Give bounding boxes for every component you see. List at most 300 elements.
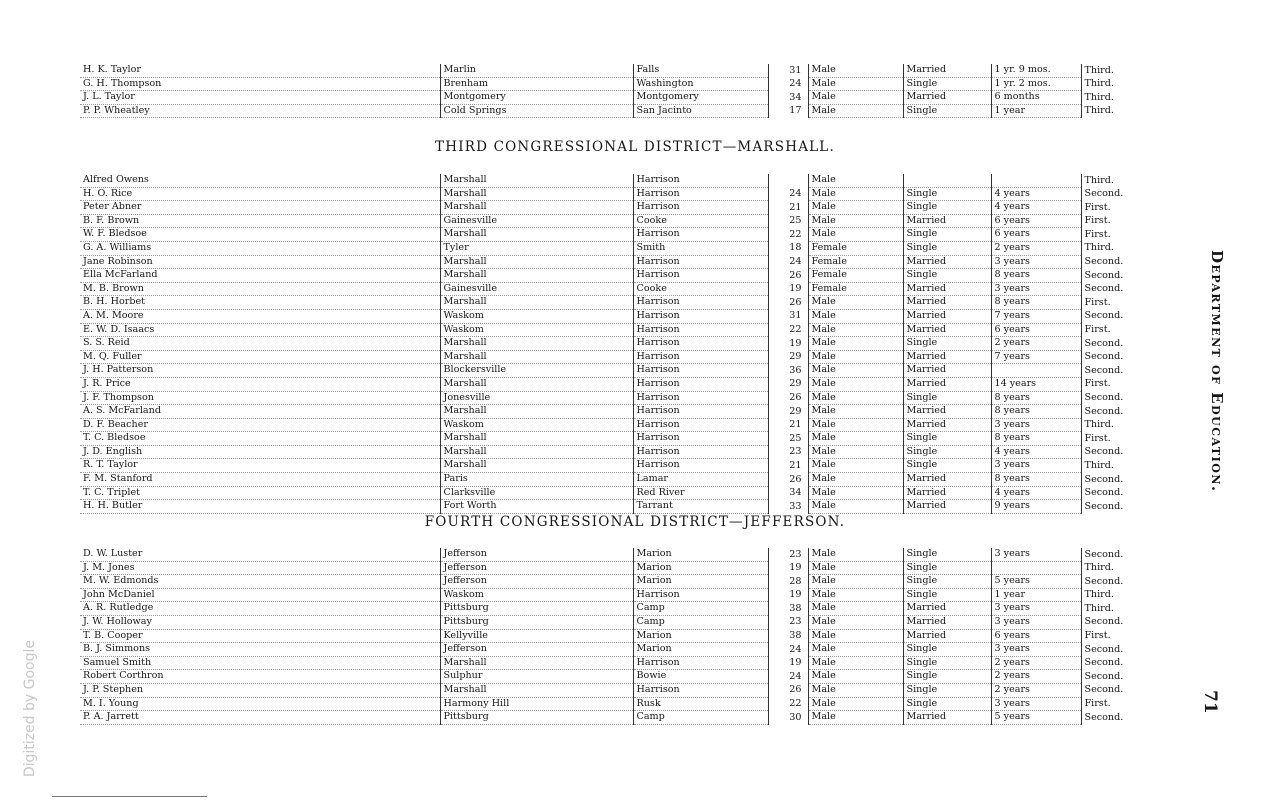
age-cell: 19 xyxy=(768,337,808,351)
experience-cell: 3 years xyxy=(991,459,1081,473)
marital-status-cell: Married xyxy=(903,309,991,323)
name-cell: John McDaniel xyxy=(80,588,440,602)
table-row xyxy=(80,548,1130,561)
sex-cell: Male xyxy=(808,602,903,616)
table-row xyxy=(80,91,1130,105)
digitized-watermark: Digitized by Google xyxy=(22,640,38,778)
sex-cell: Male xyxy=(808,656,903,670)
experience-cell: 6 years xyxy=(991,323,1081,337)
marital-status-cell: Married xyxy=(903,405,991,419)
sex-cell: Male xyxy=(808,445,903,459)
marital-status-cell: Married xyxy=(903,418,991,432)
grade-cell: Second. xyxy=(1084,405,1124,417)
experience-cell: 8 years xyxy=(991,432,1081,446)
county-cell: Falls xyxy=(633,64,768,77)
county-cell: Marion xyxy=(633,548,768,561)
table-row xyxy=(80,309,1130,323)
table-row xyxy=(80,418,1130,432)
post-office-cell: Marshall xyxy=(440,445,633,459)
county-cell: Cooke xyxy=(633,214,768,228)
table-row xyxy=(80,228,1130,242)
marital-status-cell: Single xyxy=(903,228,991,242)
table-continued-section xyxy=(80,64,1130,118)
sex-cell: Male xyxy=(808,337,903,351)
experience-cell xyxy=(991,364,1081,378)
table-row xyxy=(80,255,1130,269)
county-cell: Camp xyxy=(633,602,768,616)
post-office-cell: Jefferson xyxy=(440,548,633,561)
table-row xyxy=(80,670,1130,684)
table-row xyxy=(80,214,1130,228)
name-cell: M. B. Brown xyxy=(80,282,440,296)
post-office-cell: Marshall xyxy=(440,296,633,310)
name-cell: Jane Robinson xyxy=(80,255,440,269)
name-cell: J. F. Thompson xyxy=(80,391,440,405)
experience-cell: 1 year xyxy=(991,104,1081,118)
table-row xyxy=(80,350,1130,364)
post-office-cell: Brenham xyxy=(440,77,633,91)
post-office-cell: Montgomery xyxy=(440,91,633,105)
name-cell: B. J. Simmons xyxy=(80,643,440,657)
table-row xyxy=(80,459,1130,473)
name-cell: T. C. Bledsoe xyxy=(80,432,440,446)
post-office-cell: Cold Springs xyxy=(440,104,633,118)
county-cell: Harrison xyxy=(633,459,768,473)
county-cell: Harrison xyxy=(633,445,768,459)
post-office-cell: Kellyville xyxy=(440,629,633,643)
county-cell: San Jacinto xyxy=(633,104,768,118)
post-office-cell: Marshall xyxy=(440,683,633,697)
experience-cell: 4 years xyxy=(991,187,1081,201)
table-row xyxy=(80,643,1130,657)
post-office-cell: Gainesville xyxy=(440,214,633,228)
table-row xyxy=(80,500,1130,514)
experience-cell: 3 years xyxy=(991,602,1081,616)
page-number: 71 xyxy=(1200,690,1220,714)
experience-cell: 6 years xyxy=(991,228,1081,242)
county-cell: Lamar xyxy=(633,473,768,487)
age-cell: 34 xyxy=(768,486,808,500)
county-cell: Harrison xyxy=(633,391,768,405)
age-cell: 23 xyxy=(768,548,808,561)
grade-cell: Third. xyxy=(1084,419,1114,431)
name-cell: B. F. Brown xyxy=(80,214,440,228)
name-cell: H. K. Taylor xyxy=(80,64,440,77)
name-cell: P. P. Wheatley xyxy=(80,104,440,118)
sex-cell: Male xyxy=(808,174,903,187)
sex-cell: Male xyxy=(808,391,903,405)
experience-cell: 4 years xyxy=(991,486,1081,500)
marital-status-cell: Single xyxy=(903,548,991,561)
name-cell: E. W. D. Isaacs xyxy=(80,323,440,337)
experience-cell: 3 years xyxy=(991,418,1081,432)
table-row xyxy=(80,629,1130,643)
grade-cell: Second. xyxy=(1084,657,1124,669)
running-head: Department of Education. xyxy=(1208,250,1226,493)
county-cell: Harrison xyxy=(633,323,768,337)
name-cell: P. A. Jarrett xyxy=(80,711,440,725)
county-cell: Harrison xyxy=(633,588,768,602)
name-cell: G. A. Williams xyxy=(80,241,440,255)
post-office-cell: Marshall xyxy=(440,656,633,670)
marital-status-cell: Married xyxy=(903,500,991,514)
county-cell: Montgomery xyxy=(633,91,768,105)
name-cell: F. M. Stanford xyxy=(80,473,440,487)
name-cell: J. H. Patterson xyxy=(80,364,440,378)
table-row xyxy=(80,683,1130,697)
county-cell: Marion xyxy=(633,629,768,643)
county-cell: Smith xyxy=(633,241,768,255)
table-row xyxy=(80,364,1130,378)
age-cell: 22 xyxy=(768,228,808,242)
age-cell xyxy=(768,174,808,187)
post-office-cell: Jefferson xyxy=(440,561,633,575)
marital-status-cell: Single xyxy=(903,656,991,670)
post-office-cell: Marshall xyxy=(440,350,633,364)
age-cell: 26 xyxy=(768,296,808,310)
sex-cell: Male xyxy=(808,561,903,575)
marital-status-cell: Married xyxy=(903,296,991,310)
grade-cell: First. xyxy=(1084,698,1111,710)
county-cell: Harrison xyxy=(633,201,768,215)
experience-cell: 5 years xyxy=(991,711,1081,725)
sex-cell: Male xyxy=(808,77,903,91)
table-row xyxy=(80,656,1130,670)
sex-cell: Male xyxy=(808,104,903,118)
age-cell: 19 xyxy=(768,588,808,602)
sex-cell: Male xyxy=(808,486,903,500)
sex-cell: Male xyxy=(808,432,903,446)
age-cell: 31 xyxy=(768,309,808,323)
name-cell: H. H. Butler xyxy=(80,500,440,514)
sex-cell: Male xyxy=(808,548,903,561)
age-cell: 23 xyxy=(768,615,808,629)
age-cell: 24 xyxy=(768,255,808,269)
grade-cell: Third. xyxy=(1084,91,1114,103)
age-cell: 18 xyxy=(768,241,808,255)
post-office-cell: Paris xyxy=(440,473,633,487)
post-office-cell: Marshall xyxy=(440,337,633,351)
experience-cell: 1 year xyxy=(991,588,1081,602)
age-cell: 26 xyxy=(768,269,808,283)
name-cell: J. W. Holloway xyxy=(80,615,440,629)
grade-cell: Second. xyxy=(1084,269,1124,281)
table-row xyxy=(80,64,1130,77)
marital-status-cell: Married xyxy=(903,629,991,643)
post-office-cell: Harmony Hill xyxy=(440,697,633,711)
grade-cell: Third. xyxy=(1084,562,1114,574)
post-office-cell: Clarksville xyxy=(440,486,633,500)
sex-cell: Male xyxy=(808,683,903,697)
experience-cell: 3 years xyxy=(991,282,1081,296)
age-cell: 19 xyxy=(768,656,808,670)
age-cell: 25 xyxy=(768,214,808,228)
post-office-cell: Jonesville xyxy=(440,391,633,405)
sex-cell: Male xyxy=(808,64,903,77)
marital-status-cell: Married xyxy=(903,350,991,364)
experience-cell: 3 years xyxy=(991,643,1081,657)
county-cell: Marion xyxy=(633,561,768,575)
table-row xyxy=(80,405,1130,419)
post-office-cell: Marshall xyxy=(440,269,633,283)
sex-cell: Female xyxy=(808,282,903,296)
name-cell: W. F. Bledsoe xyxy=(80,228,440,242)
marital-status-cell: Single xyxy=(903,445,991,459)
table-row xyxy=(80,602,1130,616)
sex-cell: Male xyxy=(808,697,903,711)
grade-cell: First. xyxy=(1084,296,1111,308)
table-row xyxy=(80,697,1130,711)
table-row xyxy=(80,391,1130,405)
sex-cell: Male xyxy=(808,377,903,391)
table-row xyxy=(80,282,1130,296)
table-row xyxy=(80,174,1130,187)
marital-status-cell: Married xyxy=(903,214,991,228)
table-row xyxy=(80,615,1130,629)
age-cell: 21 xyxy=(768,459,808,473)
name-cell: T. C. Triplet xyxy=(80,486,440,500)
grade-cell: Third. xyxy=(1084,459,1114,471)
post-office-cell: Sulphur xyxy=(440,670,633,684)
grade-cell: Second. xyxy=(1084,310,1124,322)
grade-cell: Second. xyxy=(1084,684,1124,696)
sex-cell: Male xyxy=(808,405,903,419)
experience-cell: 1 yr. 9 mos. xyxy=(991,64,1081,77)
name-cell: S. S. Reid xyxy=(80,337,440,351)
sex-cell: Male xyxy=(808,350,903,364)
post-office-cell: Jefferson xyxy=(440,575,633,589)
post-office-cell: Marshall xyxy=(440,377,633,391)
county-cell: Harrison xyxy=(633,255,768,269)
name-cell: J. M. Jones xyxy=(80,561,440,575)
grade-cell: Second. xyxy=(1084,487,1124,499)
grade-cell: Third. xyxy=(1084,602,1114,614)
age-cell: 19 xyxy=(768,561,808,575)
county-cell: Marion xyxy=(633,575,768,589)
table-row xyxy=(80,187,1130,201)
name-cell: B. H. Horbet xyxy=(80,296,440,310)
table-row xyxy=(80,377,1130,391)
county-cell: Harrison xyxy=(633,683,768,697)
post-office-cell: Pittsburg xyxy=(440,711,633,725)
name-cell: J. D. English xyxy=(80,445,440,459)
table-row xyxy=(80,561,1130,575)
marital-status-cell: Single xyxy=(903,187,991,201)
county-cell: Harrison xyxy=(633,296,768,310)
name-cell: J. P. Stephen xyxy=(80,683,440,697)
experience-cell: 2 years xyxy=(991,670,1081,684)
table-row xyxy=(80,323,1130,337)
name-cell: A. R. Rutledge xyxy=(80,602,440,616)
table-row xyxy=(80,201,1130,215)
county-cell: Camp xyxy=(633,615,768,629)
experience-cell: 9 years xyxy=(991,500,1081,514)
grade-cell: Second. xyxy=(1084,575,1124,587)
sex-cell: Male xyxy=(808,459,903,473)
grade-cell: First. xyxy=(1084,324,1111,336)
grade-cell: First. xyxy=(1084,432,1111,444)
age-cell: 31 xyxy=(768,64,808,77)
experience-cell: 6 months xyxy=(991,91,1081,105)
grade-cell: First. xyxy=(1084,201,1111,213)
marital-status-cell: Single xyxy=(903,643,991,657)
table-row xyxy=(80,296,1130,310)
sex-cell: Female xyxy=(808,269,903,283)
name-cell: T. B. Cooper xyxy=(80,629,440,643)
marital-status-cell: Married xyxy=(903,323,991,337)
age-cell: 21 xyxy=(768,201,808,215)
county-cell: Rusk xyxy=(633,697,768,711)
table-row xyxy=(80,337,1130,351)
sex-cell: Male xyxy=(808,629,903,643)
experience-cell: 3 years xyxy=(991,615,1081,629)
name-cell: Alfred Owens xyxy=(80,174,440,187)
post-office-cell: Marshall xyxy=(440,432,633,446)
third-district-heading: THIRD CONGRESSIONAL DISTRICT—MARSHALL. xyxy=(435,139,835,155)
county-cell: Harrison xyxy=(633,309,768,323)
sex-cell: Male xyxy=(808,575,903,589)
county-cell: Cooke xyxy=(633,282,768,296)
marital-status-cell: Single xyxy=(903,575,991,589)
experience-cell: 8 years xyxy=(991,405,1081,419)
county-cell: Harrison xyxy=(633,187,768,201)
post-office-cell: Marshall xyxy=(440,201,633,215)
experience-cell: 3 years xyxy=(991,255,1081,269)
county-cell: Harrison xyxy=(633,364,768,378)
experience-cell: 4 years xyxy=(991,445,1081,459)
sex-cell: Male xyxy=(808,201,903,215)
marital-status-cell: Married xyxy=(903,64,991,77)
post-office-cell: Fort Worth xyxy=(440,500,633,514)
bottom-rule xyxy=(52,796,207,797)
grade-cell: First. xyxy=(1084,378,1111,390)
marital-status-cell: Married xyxy=(903,377,991,391)
experience-cell: 1 yr. 2 mos. xyxy=(991,77,1081,91)
table-fourth-district xyxy=(80,548,1130,725)
experience-cell: 2 years xyxy=(991,241,1081,255)
name-cell: M. I. Young xyxy=(80,697,440,711)
table-row xyxy=(80,432,1130,446)
table-row xyxy=(80,77,1130,91)
marital-status-cell: Single xyxy=(903,561,991,575)
grade-cell: Third. xyxy=(1084,64,1114,76)
table-row xyxy=(80,269,1130,283)
marital-status-cell: Single xyxy=(903,391,991,405)
table-row xyxy=(80,711,1130,725)
age-cell: 24 xyxy=(768,643,808,657)
age-cell: 29 xyxy=(768,350,808,364)
experience-cell: 8 years xyxy=(991,473,1081,487)
grade-cell: Third. xyxy=(1084,105,1114,117)
post-office-cell: Waskom xyxy=(440,309,633,323)
name-cell: D. W. Luster xyxy=(80,548,440,561)
post-office-cell: Marshall xyxy=(440,187,633,201)
sex-cell: Female xyxy=(808,241,903,255)
table-third-district xyxy=(80,174,1130,514)
post-office-cell: Marshall xyxy=(440,405,633,419)
post-office-cell: Marshall xyxy=(440,174,633,187)
name-cell: A. S. McFarland xyxy=(80,405,440,419)
post-office-cell: Gainesville xyxy=(440,282,633,296)
experience-cell: 14 years xyxy=(991,377,1081,391)
experience-cell: 3 years xyxy=(991,697,1081,711)
post-office-cell: Marshall xyxy=(440,459,633,473)
county-cell: Marion xyxy=(633,643,768,657)
post-office-cell: Pittsburg xyxy=(440,602,633,616)
marital-status-cell: Single xyxy=(903,588,991,602)
name-cell: H. O. Rice xyxy=(80,187,440,201)
county-cell: Harrison xyxy=(633,174,768,187)
grade-cell: First. xyxy=(1084,630,1111,642)
age-cell: 24 xyxy=(768,187,808,201)
grade-cell: Second. xyxy=(1084,364,1124,376)
marital-status-cell: Married xyxy=(903,486,991,500)
county-cell: Harrison xyxy=(633,418,768,432)
age-cell: 26 xyxy=(768,683,808,697)
experience-cell: 6 years xyxy=(991,214,1081,228)
sex-cell: Male xyxy=(808,214,903,228)
grade-cell: Second. xyxy=(1084,256,1124,268)
age-cell: 30 xyxy=(768,711,808,725)
sex-cell: Male xyxy=(808,588,903,602)
marital-status-cell: Single xyxy=(903,670,991,684)
marital-status-cell: Single xyxy=(903,269,991,283)
name-cell: Robert Corthron xyxy=(80,670,440,684)
experience-cell: 6 years xyxy=(991,629,1081,643)
name-cell: Peter Abner xyxy=(80,201,440,215)
sex-cell: Female xyxy=(808,255,903,269)
sex-cell: Male xyxy=(808,418,903,432)
grade-cell: First. xyxy=(1084,228,1111,240)
sex-cell: Male xyxy=(808,91,903,105)
grade-cell: Third. xyxy=(1084,174,1114,186)
age-cell: 21 xyxy=(768,418,808,432)
post-office-cell: Waskom xyxy=(440,588,633,602)
sex-cell: Male xyxy=(808,296,903,310)
post-office-cell: Tyler xyxy=(440,241,633,255)
grade-cell: Second. xyxy=(1084,643,1124,655)
experience-cell: 2 years xyxy=(991,656,1081,670)
age-cell: 24 xyxy=(768,670,808,684)
table-row xyxy=(80,241,1130,255)
grade-cell: Second. xyxy=(1084,548,1124,560)
age-cell: 29 xyxy=(768,405,808,419)
name-cell: Samuel Smith xyxy=(80,656,440,670)
experience-cell: 2 years xyxy=(991,683,1081,697)
experience-cell xyxy=(991,174,1081,187)
post-office-cell: Marshall xyxy=(440,228,633,242)
name-cell: D. F. Beacher xyxy=(80,418,440,432)
age-cell: 26 xyxy=(768,473,808,487)
county-cell: Harrison xyxy=(633,377,768,391)
name-cell: A. M. Moore xyxy=(80,309,440,323)
marital-status-cell: Single xyxy=(903,683,991,697)
table-row xyxy=(80,473,1130,487)
name-cell: J. R. Price xyxy=(80,377,440,391)
county-cell: Bowie xyxy=(633,670,768,684)
name-cell: Ella McFarland xyxy=(80,269,440,283)
county-cell: Harrison xyxy=(633,228,768,242)
sex-cell: Male xyxy=(808,228,903,242)
marital-status-cell: Single xyxy=(903,432,991,446)
marital-status-cell: Single xyxy=(903,337,991,351)
experience-cell: 7 years xyxy=(991,350,1081,364)
age-cell: 36 xyxy=(768,364,808,378)
age-cell: 26 xyxy=(768,391,808,405)
age-cell: 22 xyxy=(768,323,808,337)
table-row xyxy=(80,445,1130,459)
post-office-cell: Marshall xyxy=(440,255,633,269)
